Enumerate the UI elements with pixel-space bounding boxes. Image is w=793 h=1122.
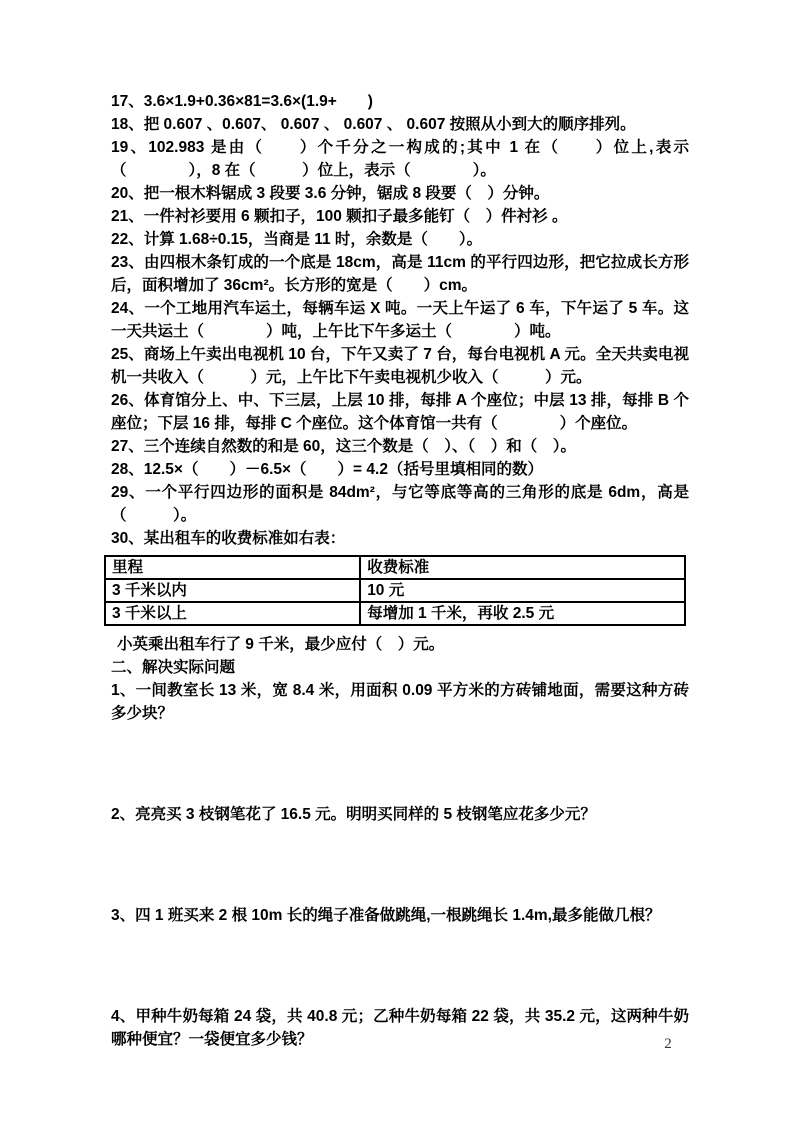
question-22: 22、计算 1.68÷0.15，当商是 11 时，余数是（ ）。 [111,231,483,248]
question-26: 26、体育馆分上、中、下三层，上层 10 排，每排 A 个座位；中层 13 排，每排 B 个座位；下层 16 排，每排 C 个座位。这个体育馆一共有（ ）个座位。 [111,392,689,432]
table-row [105,579,685,602]
table-header-mileage: 里程 [105,556,360,579]
table-cell-fee-base: 10 元 [360,579,685,602]
taxi-fare-table [104,555,686,626]
table-cell-mileage-within: 3 千米以内 [105,579,360,602]
word-problem-3: 3、四 1 班买来 2 根 10m 长的绳子准备做跳绳,一根跳绳长 1.4m,最多能做几根？ [111,907,661,924]
question-28: 28、12.5×（ ）－6.5×（ ）= 4.2（括号里填相同的数） [111,461,543,478]
table-cell-mileage-above: 3 千米以上 [105,602,360,625]
question-17: 17、3.6×1.9+0.36×81=3.6×(1.9+ ) [111,93,373,110]
table-cell-fee-extra: 每增加 1 千米，再收 2.5 元 [360,602,685,625]
table-row [105,602,685,625]
word-problem-1: 1、一间教室长 13 米，宽 8.4 米，用面积 0.09 平方米的方砖铺地面，需要这种方砖多少块？ [111,682,689,722]
question-21: 21、一件衬衫要用 6 颗扣子，100 颗扣子最多能钉（ ）件衬衫 。 [111,208,568,225]
section-two-heading: 二、解决实际问题 [111,659,236,676]
question-24: 24、一个工地用汽车运土，每辆车运 X 吨。一天上午运了 6 车，下午运了 5 车。这一天共运土（ ）吨，上午比下午多运土（ ）吨。 [111,300,689,340]
word-problem-2: 2、亮亮买 3 枝钢笔花了 16.5 元。明明买同样的 5 枝钢笔应花多少元？ [111,806,596,823]
page-number: 2 [664,1036,672,1052]
question-30-note: 小英乘出租车行了 9 千米，最少应付（ ）元。 [117,636,445,653]
table-header-fee: 收费标准 [360,556,685,579]
question-23: 23、由四根木条钉成的一个底是 18cm，高是 11cm 的平行四边形，把它拉成长方形后，面积增加了 36cm²。长方形的宽是（ ）cm。 [111,254,689,294]
word-problem-4: 4、甲种牛奶每箱 24 袋，共 40.8 元；乙种牛奶每箱 22 袋，共 35.2 元，这两种牛奶哪种便宜？一袋便宜多少钱？ [111,1008,689,1048]
table-header-row [105,556,685,579]
question-18: 18、把 0.607 、0.607、 0.607 、 0.607 、 0.607 按照从小到大的顺序排列。 [111,116,636,133]
question-30-intro: 30、某出租车的收费标准如右表： [111,530,346,547]
document-content [111,90,689,1051]
question-20: 20、把一根木料锯成 3 段要 3.6 分钟，锯成 8 段要（ ）分钟。 [111,185,550,202]
question-25: 25、商场上午卖出电视机 10 台，下午又卖了 7 台，每台电视机 A 元。全天共卖电视机一共收入（ ）元，上午比下午卖电视机少收入（ ）元。 [111,346,689,386]
question-19: 19、102.983 是由（ ）个千分之一构成的;其中 1 在（ ）位上,表示（ ），8 在（ ）位上，表示（ ）。 [111,139,689,179]
question-27: 27、三个连续自然数的和是 60，这三个数是（ ）、（ ）和（ ）。 [111,438,577,455]
question-29: 29、一个平行四边形的面积是 84dm²，与它等底等高的三角形的底是 6dm，高是（ ）。 [111,484,689,524]
